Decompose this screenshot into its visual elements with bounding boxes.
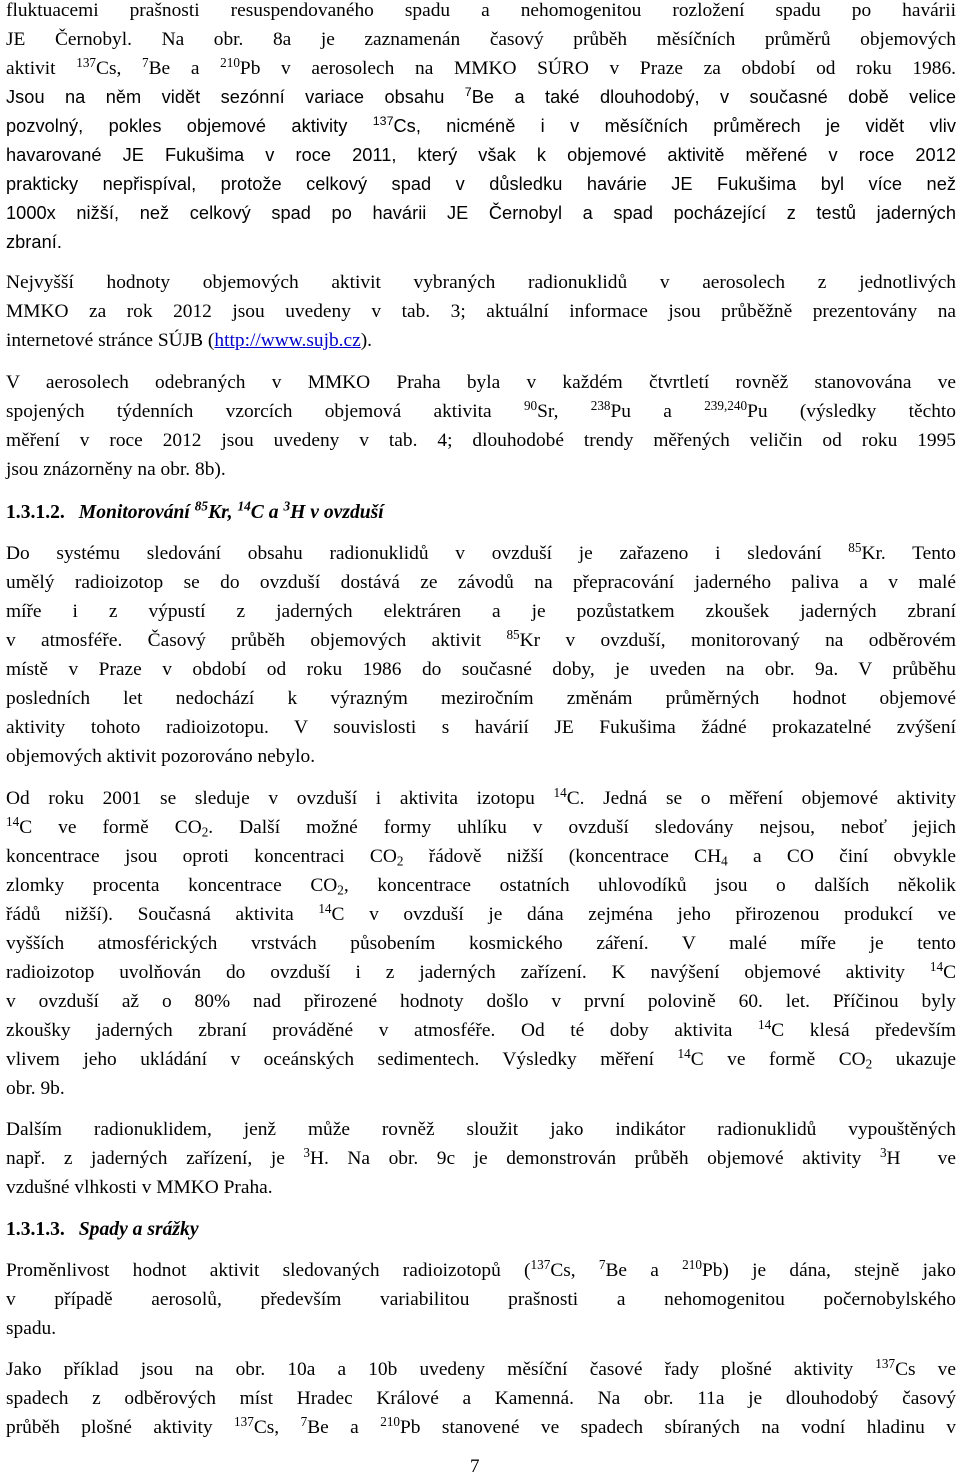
section-number: 1.3.1.2. [6,502,65,523]
text-line: míře i z výpustí z jaderných elektráren a je pozůstatkem zkoušek jaderných zbraní [6,601,956,622]
text-line: zbraní. [6,232,62,252]
text-line: měření v roce 2012 jsou uvedeny v tab. 4; dlouhodobé trendy měřených veličin od roku 1995 [6,430,956,451]
paragraph-krypton [6,539,956,771]
text-line: Jako příklad jsou na obr. 10a a 10b uvedeny měsíční časové řady plošné aktivity $^{137}$Cs ve [6,1355,956,1380]
text-line: Do systému sledování obsahu radionuklidů v ovzduší je zařazeno i sledování $^{85}$Kr. Tento [6,539,956,564]
text-line: $^{14}$C ve formě $CO_2$. Další možné formy uhlíku v ovzduší sledovány nejsou, neboť jejich [6,813,957,840]
text-line: pozvolný, pokles objemové aktivity $^{137}$Cs, nicméně i v měsíčních průměrech je vidět vliv [6,114,956,136]
text-line: posledních let nedochází k výrazným meziročním změnám průměrných hodnot objemové [6,688,956,709]
paragraph-seasonal-variation [6,83,956,257]
text-line: vyšších atmosférických vrstvách působením kosmického záření. V malé míře je tento [6,933,956,954]
text-line: internetové stránce SÚJB (http://www.sujb.cz). [6,330,373,351]
paragraph-variability [6,1256,956,1343]
text-line: Proměnlivost hodnot aktivit sledovaných radioizotopů ($^{137}$Cs, $^7$Be a $^{210}$Pb) je dána, stejně jako [6,1256,956,1281]
paragraph-examples [6,1355,956,1442]
text-line: umělý radioizotop se do ovzduší dostává ze závodů na přepracování jaderného paliva a v malé [6,572,956,593]
text-line: prakticky nepřispíval, protože celkový spad v důsledku havárie JE Fukušima byl více než [6,174,956,194]
text-line: zlomky procenta koncentrace $CO_2$, koncentrace ostatních uhlovodíků jsou o dalších několik [6,875,956,898]
text-line: vzdušné vlhkosti v MMKO Praha. [6,1177,273,1198]
text-line: V aerosolech odebraných v MMKO Praha byla v každém čtvrtletí rovněž stanovována ve [6,372,956,393]
text-line: spadu. [6,1318,57,1339]
text-line: v případě aerosolů, především variabilitou prašnosti a nehomogenitou počernobylského [6,1289,956,1310]
paragraph-tritium [6,1115,956,1202]
paragraph-carbon14 [6,784,956,1103]
text-line: fluktuacemi prašnosti resuspendovaného spadu a nehomogenitou rozložení spadu po havárii [6,0,956,21]
text-line: objemových aktivit pozorováno nebylo. [6,746,316,767]
text-line: např. z jaderných zařízení, je $^3$H. Na obr. 9c je demonstrován průběh objemové aktivity $^3$H ve [6,1144,956,1169]
text-line: místě v Praze v období od roku 1986 do současné doby, je uveden na obr. 9a. V průběhu [6,659,956,680]
text-line: zkoušky jaderných zbraní prováděné v atmosféře. Od té doby aktivita $^{14}$C klesá především [6,1016,956,1041]
section-heading-kr-c-h [6,498,384,527]
text-line: havarované JE Fukušima v roce 2011, který však k objemové aktivitě měřené v roce 2012 [6,145,956,165]
text-line: Nejvyšší hodnoty objemových aktivit vybraných radionuklidů v aerosolech z jednotlivých [6,272,956,293]
section-heading-spady [6,1215,199,1244]
text-line: JE Černobyl. Na obr. 8a je zaznamenán časový průběh měsíčních průměrů objemových [6,29,956,50]
section-title: Spady a srážky [78,1219,199,1240]
text-line: řádů nižší). Současná aktivita $^{14}$C v ovzduší je dána zejména jeho přirozenou produkcí ve [6,900,956,925]
section-title: Monitorování $^{85}$Kr, $^{14}$C a $^3$H v ovzduší [78,498,384,523]
text-line: aktivit $^{137}$Cs, $^7$Be a $^{210}$Pb v aerosolech na MMKO SÚRO v Praze za období od roku 1986. [6,54,956,79]
text-line: průběh plošné aktivity $^{137}$Cs, $^7$Be a $^{210}$Pb stanovené ve spadech sbíraných na vodní hladinu v [6,1413,956,1438]
text-line: radioizotop uvolňován do ovzduší i z jaderných zařízení. K navýšení objemové aktivity $^{14}$C [6,958,956,983]
text-line: Jsou na něm vidět sezónní variace obsahu $^7$Be a také dlouhodobý, v současné době velice [6,85,956,107]
text-line: v atmosféře. Časový průběh objemových aktivit $^{85}$Kr v ovzduší, monitorovaný na odběrovém [6,626,956,651]
text-line: Dalším radionuklidem, jenž může rovněž sloužit jako indikátor radionuklidů vypouštěných [6,1119,956,1140]
text-line: MMKO za rok 2012 jsou uvedeny v tab. 3; aktuální informace jsou průběžně prezentovány na [6,301,956,322]
sujb-link[interactable]: http://www.sujb.cz [214,330,361,351]
text-line: Od roku 2001 se sleduje v ovzduší i aktivita izotopu $^{14}$C. Jedná se o měření objemové aktivity [6,784,957,809]
text-line: koncentrace jsou oproti koncentraci $CO_2$ řádově nižší (koncentrace $CH_4$ a CO činí obvykle [6,846,956,869]
text-line: vlivem jeho ukládání v oceánských sedimentech. Výsledky měření $^{14}$C ve formě $CO_2$ ukazuje [6,1045,957,1072]
text-line: v ovzduší až o 80% nad přirozené hodnoty došlo v první polovině 60. let. Příčinou byly [6,991,956,1012]
text-line: aktivity tohoto radioizotopu. V souvislosti s havárií JE Fukušima žádné prokazatelné zvýšení [6,717,956,738]
text-line: obr. 9b. [6,1078,65,1099]
section-number: 1.3.1.3. [6,1219,65,1240]
paragraph-aerosol-intro [6,0,956,83]
text-line: 1000x nižší, než celkový spad po havárii JE Černobyl a spad pocházející z testů jaderných [6,203,956,223]
paragraph-quarterly [6,368,956,484]
text-line: spadech z odběrových míst Hradec Králové a Kamenná. Na obr. 11a je dlouhodobý časový [6,1388,956,1409]
page-number: 7 [470,1456,480,1477]
paragraph-max-values [6,268,956,355]
text-line: spojených týdenních vzorcích objemová aktivita $^{90}$Sr, $^{238}$Pu a $^{239,240}$Pu (výsledky těchto [6,397,956,422]
text-line: jsou znázorněny na obr. 8b). [6,459,226,480]
